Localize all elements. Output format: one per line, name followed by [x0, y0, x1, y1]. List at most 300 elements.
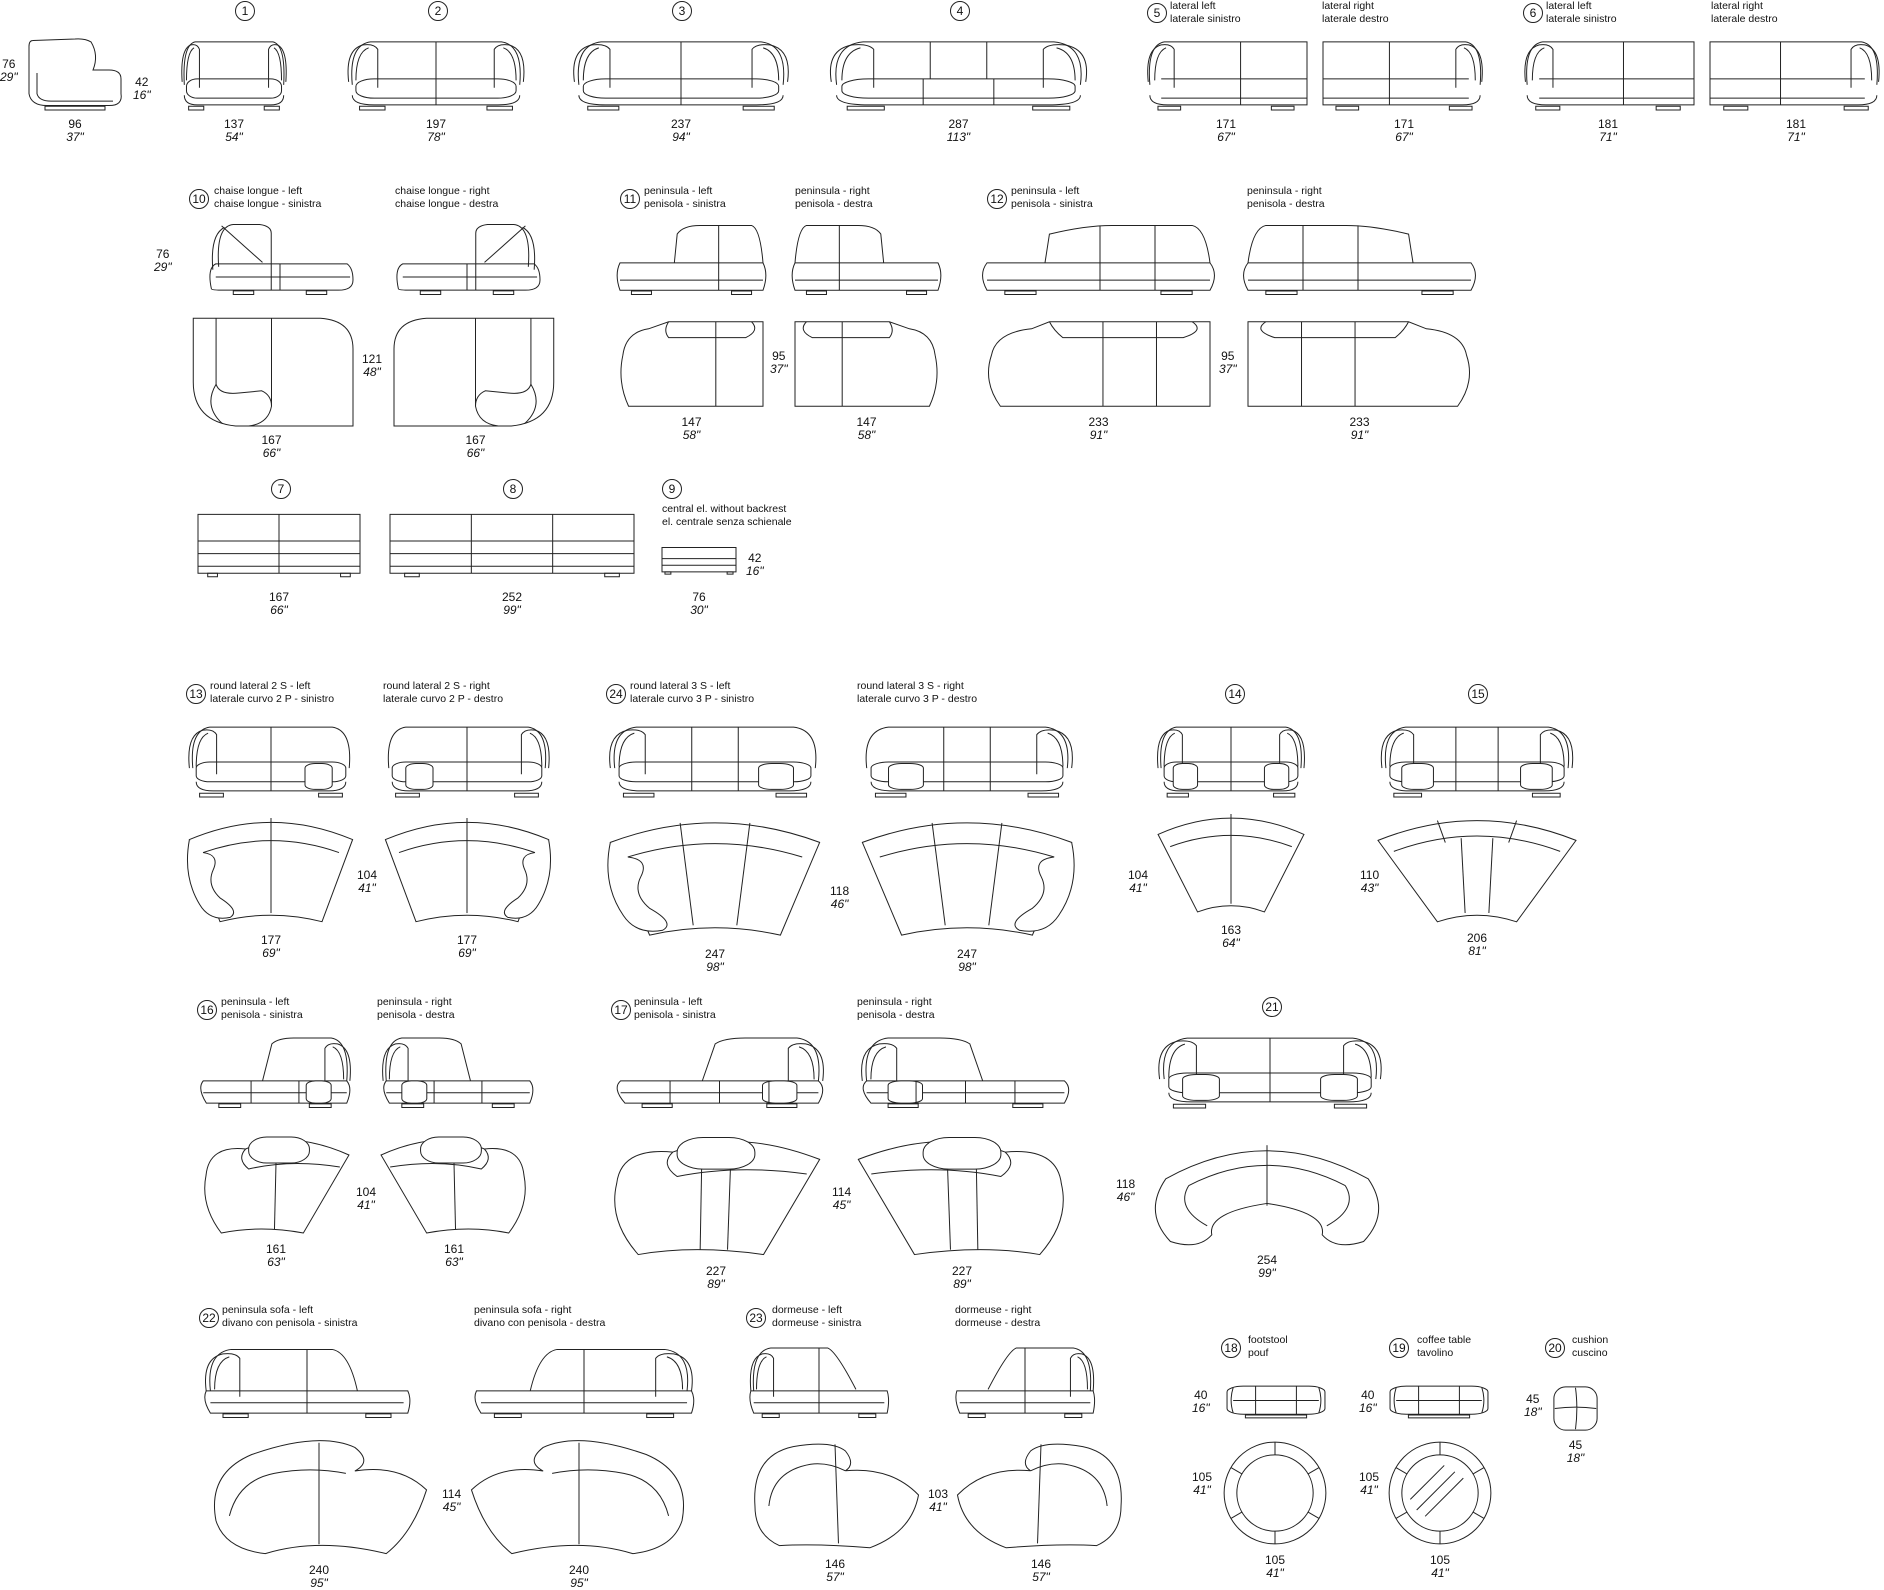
seat-height-dimension [0, 58, 18, 84]
depth-dimension-inch: 43" [1360, 881, 1379, 895]
width-dimension-inch: 63" [445, 1255, 463, 1269]
item-number-badge: 2 [428, 1, 448, 21]
width-dimension-cm: 181 [1785, 117, 1807, 131]
caption-english: round lateral 3 S - right [857, 680, 964, 692]
rf-outline [186, 721, 356, 797]
psofa-p-outline [207, 1438, 431, 1556]
pen-p-drawing [987, 320, 1210, 408]
front-outline [180, 36, 288, 110]
item-caption [1417, 1334, 1471, 1359]
width-dimension [502, 591, 522, 617]
rf-outline [858, 721, 1076, 797]
rp-drawing [186, 818, 356, 926]
front-drawing [826, 36, 1091, 110]
height-dimension-inch: 16" [1192, 1401, 1210, 1415]
width-dimension-cm: 254 [1256, 1253, 1278, 1267]
width-dimension-cm: 227 [705, 1264, 727, 1278]
caption-italian: laterale destro [1322, 12, 1389, 25]
width-dimension-cm: 247 [956, 947, 978, 961]
width-dimension-inch: 69" [262, 946, 280, 960]
rf-drawing [858, 721, 1076, 797]
width-dimension-inch: 89" [953, 1277, 971, 1291]
rpen-p-drawing [608, 1135, 824, 1257]
rf-outline [606, 721, 824, 797]
depth-dimension-inch: 41" [1129, 881, 1147, 895]
width-dimension-inch: 98" [958, 960, 976, 974]
caption-italian: chaise longue - sinistra [214, 197, 322, 210]
chaise-p-outline [190, 316, 353, 426]
caption-italian: laterale destro [1711, 12, 1778, 25]
width-dimension-inch: 66" [270, 603, 288, 617]
rpen-p-outline [854, 1135, 1070, 1257]
depth-dimension [442, 1488, 461, 1514]
depth-dimension-inch: 46" [1116, 1190, 1135, 1204]
width-dimension-cm: 206 [1466, 931, 1488, 945]
depth-dimension-inch: 41" [1360, 1483, 1378, 1497]
rpen-f-outline [612, 1035, 827, 1109]
psofa-p-drawing [467, 1438, 691, 1556]
rf-drawing [1378, 721, 1576, 797]
pen-p-drawing [620, 320, 763, 408]
depth-dimension-cm: 110 [1360, 868, 1380, 882]
width-dimension-cm: 177 [456, 933, 478, 947]
central-outline [662, 546, 736, 583]
width-dimension-cm: 147 [681, 415, 702, 429]
width-dimension [1088, 416, 1108, 442]
dorm-f-outline [954, 1345, 1096, 1419]
item-number-badge: 23 [746, 1308, 766, 1328]
rpen-p-outline [200, 1135, 352, 1235]
item-caption [395, 185, 498, 210]
rpen-p-drawing [200, 1135, 352, 1235]
item-number-badge: 4 [950, 1, 970, 21]
caption-english: round lateral 2 S - left [210, 680, 311, 692]
psofa-f-outline [472, 1345, 696, 1419]
height-dimension [1359, 1389, 1377, 1415]
item-caption [383, 680, 503, 705]
item-caption [662, 503, 792, 528]
width-dimension-inch: 71" [1599, 130, 1617, 144]
item-caption [377, 996, 455, 1021]
caption-italian: dormeuse - destra [955, 1316, 1041, 1329]
caption-italian: laterale sinistro [1170, 12, 1241, 25]
depth-dimension [1116, 1178, 1135, 1204]
width-dimension-cm: 105 [1264, 1553, 1286, 1567]
width-dimension-inch: 67" [1395, 130, 1413, 144]
seat-height-dimension-cm: 76 [156, 247, 170, 261]
rf-outline [382, 721, 552, 797]
caption-english: chaise longue - left [214, 185, 303, 197]
caption-italian: laterale curvo 3 P - destro [857, 692, 978, 705]
front-outline [826, 36, 1091, 110]
item-caption [644, 185, 726, 210]
pen-f-drawing [1248, 224, 1471, 296]
width-dimension-cm: 147 [856, 415, 877, 429]
height-dimension-inch: 16" [746, 564, 764, 578]
item-number-badge: 1 [235, 1, 255, 21]
caption-english: lateral right [1711, 0, 1763, 12]
pouf-p-outline [1222, 1440, 1328, 1546]
caption-english: peninsula - right [857, 996, 932, 1008]
front-drawing [345, 36, 527, 110]
caption-italian: dormeuse - sinistra [772, 1316, 862, 1329]
caption-english: coffee table [1417, 1334, 1472, 1346]
caption-english: peninsula - right [377, 996, 452, 1008]
rp-outline [186, 818, 356, 926]
depth-dimension-cm: 104 [1128, 868, 1149, 882]
caption-italian: penisola - destra [1247, 197, 1325, 210]
width-dimension [1216, 118, 1236, 144]
psofa-f-drawing [472, 1345, 696, 1419]
depth-dimension-inch: 37" [1219, 362, 1237, 376]
item-number-badge: 12 [987, 189, 1007, 209]
width-dimension-inch: 69" [458, 946, 476, 960]
backless-drawing [198, 513, 360, 583]
width-dimension-cm: 233 [1349, 415, 1370, 429]
pen-p-outline [1248, 320, 1471, 408]
width-dimension-inch: 37" [66, 130, 84, 144]
caption-italian: divano con penisola - sinistra [222, 1316, 358, 1329]
caption-english: round lateral 2 S - right [383, 680, 490, 692]
rp21-drawing [1152, 1134, 1382, 1246]
caption-italian: penisola - sinistra [644, 197, 726, 210]
item-number-badge: 15 [1468, 684, 1488, 704]
depth-dimension [832, 1186, 851, 1212]
pen-p-outline [795, 320, 938, 408]
pen-p-drawing [795, 320, 938, 408]
width-dimension [266, 1243, 286, 1269]
height-dimension-cm: 40 [1194, 1388, 1208, 1402]
width-dimension-inch: 71" [1787, 130, 1805, 144]
width-dimension [1221, 924, 1241, 950]
caption-italian: chaise longue - destra [395, 197, 499, 210]
chaise-p-drawing [394, 316, 557, 426]
caption-italian: penisola - destra [857, 1008, 935, 1021]
width-dimension [705, 948, 725, 974]
width-dimension-inch: 81" [1468, 944, 1486, 958]
depth-dimension-cm: 121 [362, 352, 383, 366]
rf-drawing [1155, 721, 1307, 797]
item-number-badge: 24 [606, 684, 626, 704]
caption-english: peninsula - left [1011, 185, 1080, 197]
rp15-drawing [1378, 814, 1576, 924]
width-dimension-inch: 99" [1258, 1266, 1276, 1280]
caption-english: peninsula sofa - left [222, 1304, 314, 1316]
item-caption [1011, 185, 1093, 210]
rpen-f-drawing [612, 1035, 827, 1109]
caption-italian: laterale curvo 2 P - destro [383, 692, 504, 705]
width-dimension [261, 434, 281, 460]
item-caption [1546, 0, 1617, 25]
depth-dimension-inch: 45" [442, 1500, 461, 1514]
width-dimension-cm: 287 [948, 117, 969, 131]
side-drawing [25, 36, 125, 110]
caption-english: lateral right [1322, 0, 1374, 12]
width-dimension-cm: 167 [268, 590, 290, 604]
depth-dimension-cm: 95 [772, 349, 786, 363]
width-dimension-inch: 54" [225, 130, 243, 144]
item-caption [772, 1304, 861, 1329]
caption-english: dormeuse - right [955, 1304, 1032, 1316]
caption-english: chaise longue - right [395, 185, 490, 197]
width-dimension-inch: 91" [1089, 428, 1108, 442]
depth-dimension-inch: 41" [1193, 1483, 1211, 1497]
width-dimension [426, 118, 446, 144]
width-dimension-cm: 161 [265, 1242, 287, 1256]
caption-english: central el. without backrest [662, 503, 787, 515]
item-number-badge: 18 [1221, 1338, 1241, 1358]
rp21-outline [1152, 1134, 1382, 1246]
rpen-p-outline [608, 1135, 824, 1257]
item-caption [1247, 185, 1325, 210]
width-dimension-inch: 66" [262, 446, 281, 460]
width-dimension-cm: 171 [1215, 117, 1237, 131]
rp-outline [606, 818, 824, 940]
width-dimension-inch: 95" [310, 1576, 328, 1590]
rf-drawing [1155, 1032, 1385, 1108]
caption-italian: laterale curvo 2 P - sinistro [210, 692, 335, 705]
item-caption [1711, 0, 1778, 25]
height-dimension-inch: 18" [1524, 1405, 1542, 1419]
depth-dimension-inch: 48" [363, 365, 381, 379]
item-number-badge: 10 [189, 189, 209, 209]
lat-outline [1323, 36, 1485, 110]
width-dimension [825, 1558, 845, 1584]
rp-outline [858, 818, 1076, 940]
rpen-f-drawing [197, 1035, 353, 1109]
cushion-drawing [1553, 1386, 1598, 1431]
width-dimension [444, 1243, 464, 1269]
item-caption [210, 680, 334, 705]
item-caption [221, 996, 303, 1021]
depth-dimension [830, 885, 849, 911]
item-number-badge: 3 [672, 1, 692, 21]
width-dimension [1567, 1439, 1585, 1465]
pouf-f-drawing [1388, 1384, 1490, 1420]
item-number-badge: 16 [197, 1000, 217, 1020]
width-dimension [1430, 1554, 1450, 1580]
rp-drawing [858, 818, 1076, 940]
item-number-badge: 21 [1262, 997, 1282, 1017]
height-dimension-inch: 16" [133, 88, 151, 102]
width-dimension [1786, 118, 1806, 144]
caption-italian: penisola - sinistra [1011, 197, 1093, 210]
chaise-p-outline [394, 316, 557, 426]
lat-outline [1522, 36, 1694, 110]
height-dimension-cm: 40 [1361, 1388, 1375, 1402]
width-dimension-cm: 163 [1220, 923, 1242, 937]
item-caption [634, 996, 716, 1021]
width-dimension [1349, 416, 1369, 442]
width-dimension [1394, 118, 1414, 144]
width-dimension-inch: 94" [672, 130, 690, 144]
item-number-badge: 19 [1389, 1338, 1409, 1358]
width-dimension [309, 1564, 329, 1590]
width-dimension [1598, 118, 1618, 144]
rp-drawing [1155, 814, 1307, 916]
pen-p-drawing [1248, 320, 1471, 408]
item-caption [1322, 0, 1389, 25]
height-dimension [1192, 1389, 1210, 1415]
caption-italian: penisola - sinistra [221, 1008, 303, 1021]
chaise-f-outline [394, 223, 540, 296]
width-dimension-cm: 171 [1393, 117, 1415, 131]
rp15-outline [1378, 814, 1576, 924]
depth-dimension [356, 1186, 376, 1212]
caption-english: cushion [1572, 1334, 1609, 1346]
psofa-p-outline [467, 1438, 691, 1556]
depth-dimension [1219, 350, 1237, 376]
width-dimension-cm: 146 [1030, 1557, 1052, 1571]
dorm-p-drawing [748, 1440, 922, 1550]
width-dimension-inch: 99" [503, 603, 521, 617]
front-outline [570, 36, 792, 110]
width-dimension-inch: 113" [946, 130, 971, 144]
width-dimension [465, 434, 485, 460]
lat-outline [1145, 36, 1307, 110]
width-dimension-cm: 137 [223, 117, 245, 131]
height-dimension [746, 552, 764, 578]
depth-dimension [1360, 869, 1379, 895]
caption-english: lateral left [1170, 0, 1216, 12]
width-dimension [66, 118, 84, 144]
dorm-p-drawing [954, 1440, 1128, 1550]
depth-dimension [1192, 1471, 1212, 1497]
width-dimension [957, 948, 977, 974]
item-number-badge: 11 [620, 189, 640, 209]
caption-english: footstool [1248, 1334, 1288, 1346]
pen-f-outline [620, 224, 763, 296]
width-dimension-cm: 76 [692, 590, 706, 604]
depth-dimension [1359, 1471, 1379, 1497]
item-number-badge: 17 [611, 1000, 631, 1020]
item-caption [795, 185, 873, 210]
width-dimension-inch: 64" [1222, 936, 1240, 950]
dorm-p-outline [748, 1440, 922, 1550]
width-dimension-cm: 161 [443, 1242, 465, 1256]
pouf-f-drawing [1225, 1384, 1327, 1420]
depth-dimension-inch: 41" [929, 1500, 947, 1514]
item-number-badge: 7 [271, 479, 291, 499]
width-dimension-cm: 105 [1429, 1553, 1451, 1567]
depth-dimension [928, 1488, 948, 1514]
width-dimension-inch: 30" [690, 603, 708, 617]
caption-english: peninsula - left [644, 185, 713, 197]
depth-dimension-cm: 105 [1359, 1470, 1380, 1484]
width-dimension-inch: 18" [1566, 1451, 1585, 1465]
width-dimension-cm: 45 [1568, 1438, 1583, 1452]
rpen-f-drawing [858, 1035, 1073, 1109]
caption-english: lateral left [1546, 0, 1592, 12]
height-dimension-inch: 16" [1359, 1401, 1377, 1415]
width-dimension [269, 591, 289, 617]
item-caption [474, 1304, 605, 1329]
width-dimension-cm: 197 [425, 117, 447, 131]
backless-outline [198, 513, 360, 583]
caption-italian: tavolino [1417, 1346, 1454, 1359]
item-number-badge: 6 [1523, 3, 1543, 23]
caption-english: dormeuse - left [772, 1304, 843, 1316]
backless-outline [390, 513, 634, 583]
caption-english: peninsula - right [795, 185, 870, 197]
item-number-badge: 5 [1147, 3, 1167, 23]
width-dimension [261, 934, 281, 960]
rpen-p-drawing [378, 1135, 530, 1235]
item-caption [1572, 1334, 1608, 1359]
pen-f-outline [795, 224, 938, 296]
item-caption [214, 185, 321, 210]
caption-italian: laterale sinistro [1546, 12, 1617, 25]
rpen-f-outline [380, 1035, 536, 1109]
width-dimension-inch: 78" [427, 130, 445, 144]
cushion-outline [1553, 1386, 1598, 1431]
depth-dimension [1128, 869, 1148, 895]
height-dimension-cm: 42 [135, 75, 149, 89]
dorm-f-outline [748, 1345, 890, 1419]
depth-dimension [357, 869, 377, 895]
width-dimension-cm: 96 [68, 117, 82, 131]
rpen-f-drawing [380, 1035, 536, 1109]
depth-dimension [362, 353, 382, 379]
item-number-badge: 22 [199, 1308, 219, 1328]
depth-dimension-inch: 41" [357, 1198, 375, 1212]
pouf-f-outline [1388, 1384, 1490, 1420]
rf-outline [1378, 721, 1576, 797]
width-dimension-inch: 41" [1266, 1566, 1284, 1580]
depth-dimension [770, 350, 788, 376]
width-dimension-cm: 167 [465, 433, 486, 447]
width-dimension-inch: 67" [1217, 130, 1235, 144]
width-dimension [690, 591, 708, 617]
lat-drawing [1145, 36, 1307, 110]
depth-dimension-inch: 46" [830, 897, 849, 911]
item-number-badge: 9 [662, 479, 682, 499]
caption-english: round lateral 3 S - left [630, 680, 731, 692]
rp-outline [382, 818, 552, 926]
pen-f-outline [1248, 224, 1471, 296]
depth-dimension-cm: 114 [442, 1487, 462, 1501]
item-number-badge: 20 [1545, 1338, 1565, 1358]
psofa-p-drawing [207, 1438, 431, 1556]
item-caption [857, 996, 935, 1021]
height-dimension [1524, 1393, 1542, 1419]
dorm-f-drawing [954, 1345, 1096, 1419]
depth-dimension-cm: 118 [830, 884, 850, 898]
width-dimension-inch: 57" [826, 1570, 844, 1584]
chaise-f-drawing [207, 223, 353, 296]
chaise-f-drawing [394, 223, 540, 296]
rp-outline [1155, 814, 1307, 916]
item-caption [1248, 1334, 1288, 1359]
item-number-badge: 8 [503, 479, 523, 499]
depth-dimension-inch: 45" [832, 1198, 851, 1212]
width-dimension [224, 118, 244, 144]
rp-drawing [606, 818, 824, 940]
caption-italian: laterale curvo 3 P - sinistro [630, 692, 755, 705]
rf-drawing [186, 721, 356, 797]
width-dimension [681, 416, 701, 442]
width-dimension-cm: 237 [670, 117, 692, 131]
lat-drawing [1522, 36, 1694, 110]
item-caption [955, 1304, 1040, 1329]
width-dimension-cm: 240 [308, 1563, 330, 1577]
width-dimension-cm: 252 [501, 590, 523, 604]
depth-dimension-cm: 104 [356, 1185, 377, 1199]
rf-outline [1155, 721, 1307, 797]
item-caption [630, 680, 754, 705]
caption-italian: cuscino [1572, 1346, 1608, 1359]
width-dimension [1031, 1558, 1051, 1584]
